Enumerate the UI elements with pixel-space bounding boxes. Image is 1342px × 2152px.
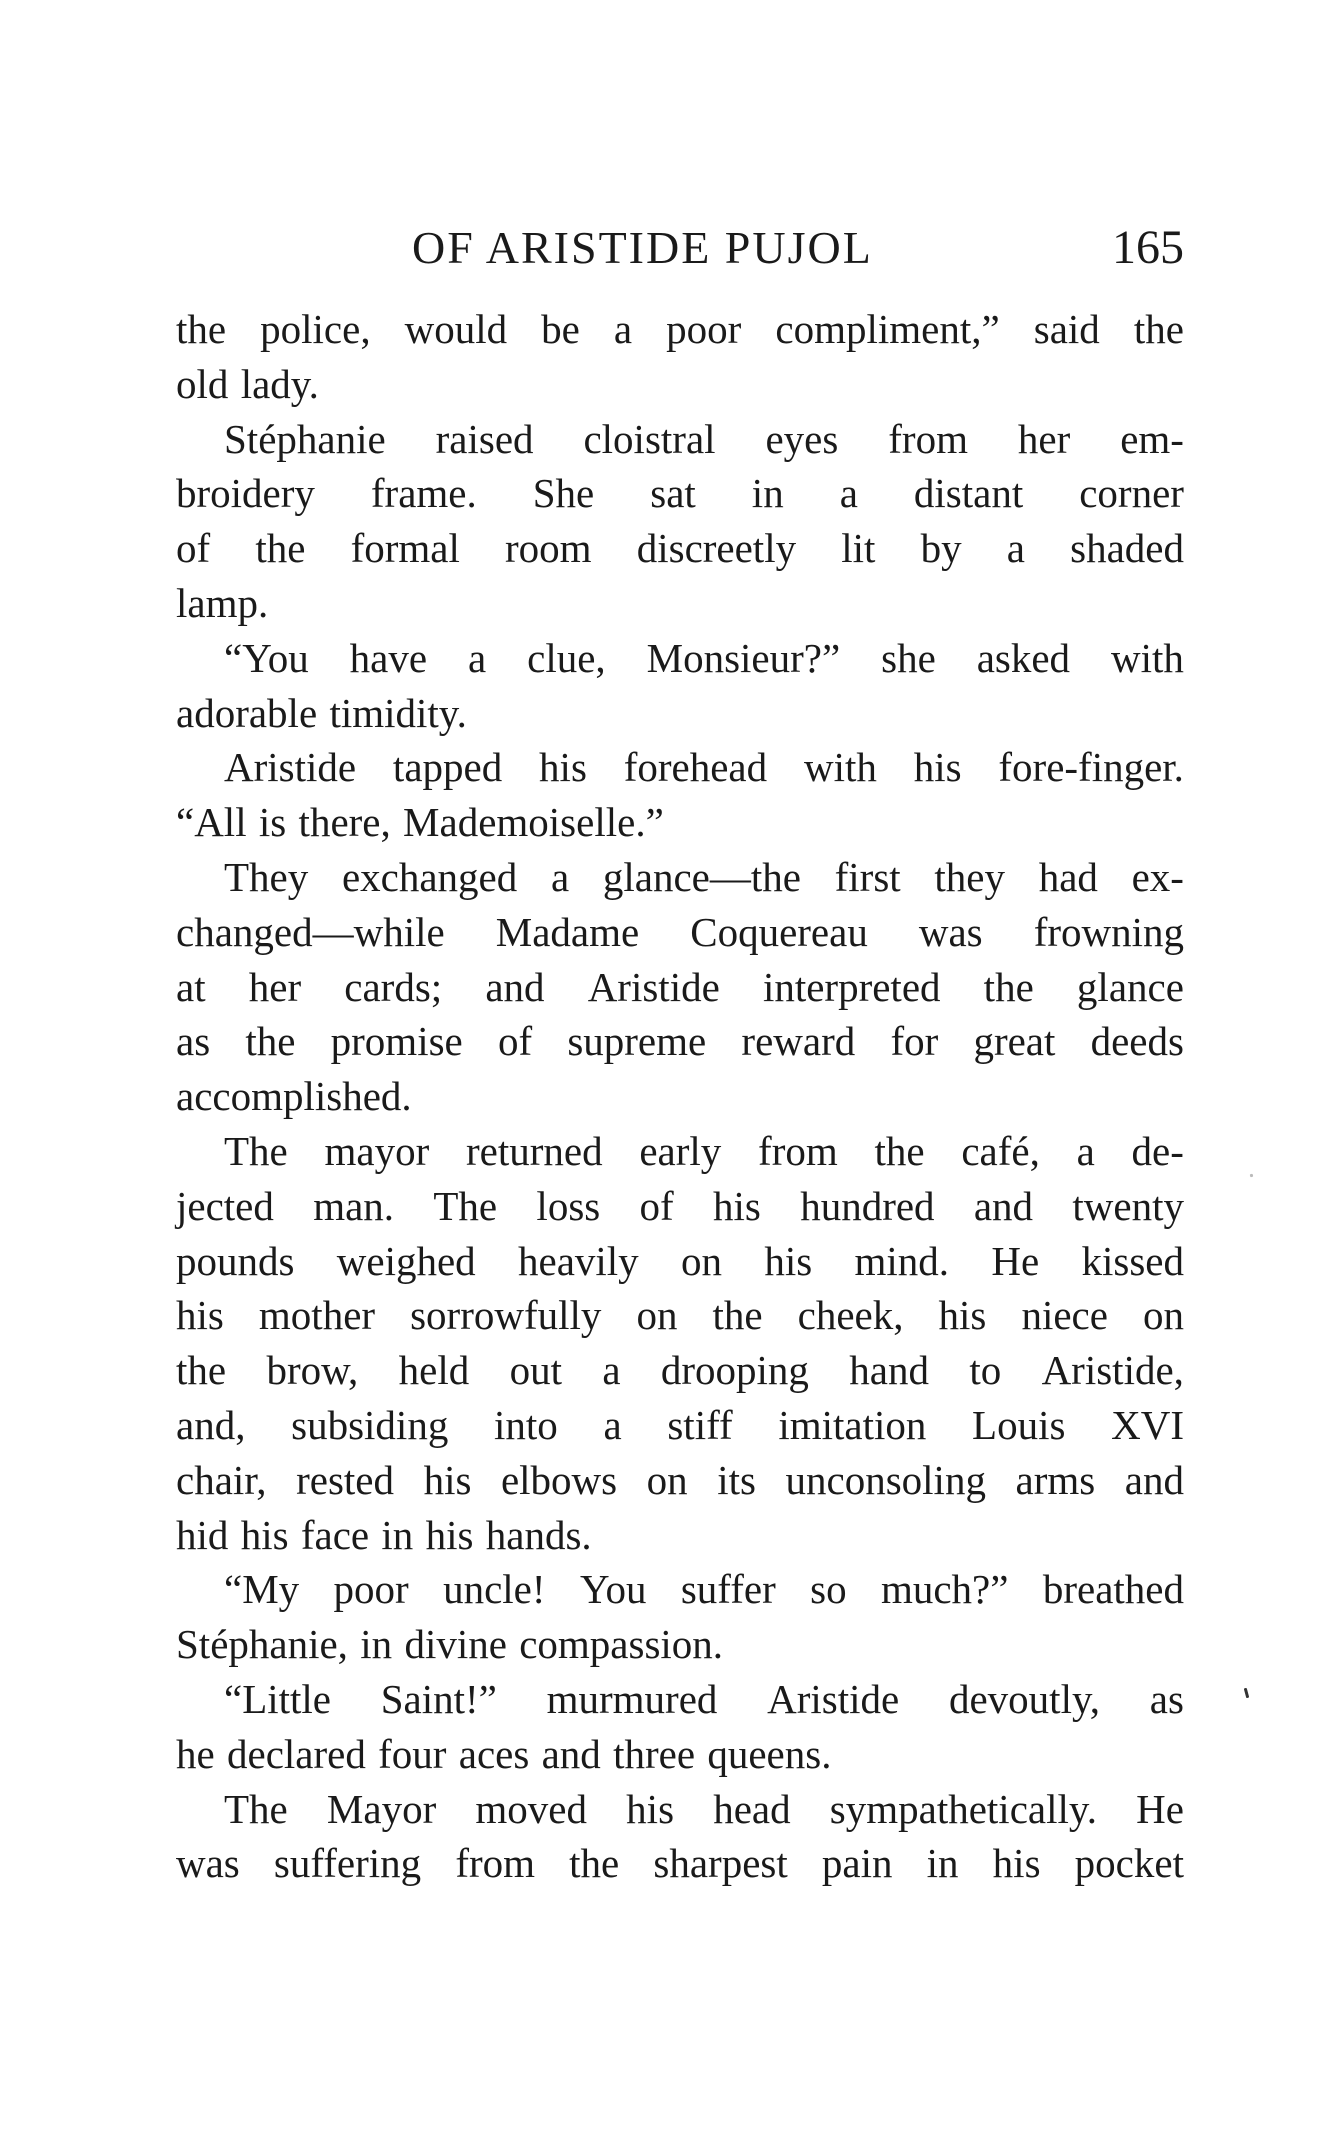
word: raised <box>435 415 534 462</box>
word: Stéphanie <box>224 415 386 462</box>
word: the <box>245 1018 296 1065</box>
word: “You <box>224 634 309 681</box>
word: there, <box>298 799 391 846</box>
word: returned <box>466 1127 603 1174</box>
text-line <box>176 1234 1184 1289</box>
word: “My <box>224 1566 300 1613</box>
word: a <box>603 1401 622 1448</box>
word: a <box>839 470 858 517</box>
word: out <box>509 1347 562 1394</box>
word: unconsoling <box>785 1456 986 1503</box>
text-line <box>176 412 1184 467</box>
word: is <box>258 799 287 846</box>
word: said <box>1033 306 1100 352</box>
word: would <box>404 306 508 352</box>
word: Mayor <box>326 1785 437 1832</box>
word: the <box>255 525 306 572</box>
word: arms <box>1015 1456 1096 1503</box>
text-line <box>176 740 1184 795</box>
word: frame. <box>370 470 477 517</box>
word: kissed <box>1081 1237 1184 1284</box>
word: jected <box>176 1182 274 1229</box>
word: drooping <box>660 1347 809 1394</box>
word: pocket <box>1074 1840 1184 1887</box>
word: compliment,” <box>775 306 1000 352</box>
body-text <box>176 302 1184 1891</box>
word: cards; <box>344 963 443 1010</box>
word: and <box>1124 1456 1184 1503</box>
word: broidery <box>176 470 315 517</box>
word: niece <box>1021 1292 1108 1339</box>
word: fore-finger. <box>998 744 1184 791</box>
word: Coquereau <box>690 908 868 955</box>
text-line <box>176 466 1184 521</box>
word: Aristide <box>587 963 720 1010</box>
word: of <box>176 525 211 572</box>
page-number: 165 <box>1112 221 1184 274</box>
word: subsiding <box>291 1401 449 1448</box>
word: in <box>381 1511 414 1558</box>
word: the <box>712 1292 763 1339</box>
word: shaded <box>1070 525 1184 572</box>
word: and <box>973 1182 1034 1229</box>
word: his <box>713 1182 761 1229</box>
word: face <box>300 1511 370 1558</box>
word: his <box>626 1785 675 1832</box>
word: imitation <box>778 1401 927 1448</box>
word: XVI <box>1111 1401 1184 1448</box>
word: mayor <box>324 1127 430 1174</box>
word: was <box>918 908 983 955</box>
word: interpreted <box>762 963 941 1010</box>
word: his <box>539 744 587 791</box>
word: a <box>550 853 570 900</box>
word: clue, <box>527 634 606 681</box>
word: Stéphanie, <box>176 1621 348 1668</box>
running-title: OF ARISTIDE PUJOL <box>412 222 873 273</box>
text-line <box>176 1069 1184 1124</box>
word: exchanged <box>341 853 518 900</box>
word: She <box>532 470 595 517</box>
word: divine <box>404 1621 507 1668</box>
text-line <box>176 631 1184 686</box>
word: sharpest <box>653 1840 788 1887</box>
word: formal <box>350 525 460 572</box>
word: and <box>485 963 545 1010</box>
word: corner <box>1079 470 1184 517</box>
word: first <box>834 853 901 900</box>
word: chair, <box>176 1456 267 1503</box>
word: the <box>569 1840 620 1887</box>
word: her <box>248 963 302 1010</box>
word: for <box>890 1018 939 1065</box>
word: reward <box>741 1018 856 1065</box>
text-line <box>176 1398 1184 1453</box>
word: much?” <box>880 1566 1009 1613</box>
word: hand <box>849 1347 929 1394</box>
word: room <box>505 525 592 572</box>
word: cheek, <box>797 1292 904 1339</box>
word: in <box>751 470 784 517</box>
word: distant <box>913 470 1024 517</box>
word: his <box>176 1292 224 1339</box>
running-head <box>176 218 1184 278</box>
word: and <box>541 1730 601 1777</box>
word: and, <box>176 1401 246 1448</box>
word: Aristide <box>224 744 357 791</box>
word: deeds <box>1090 1018 1184 1065</box>
word: moved <box>475 1785 587 1832</box>
word: a <box>1076 1127 1095 1174</box>
word: his <box>913 744 962 791</box>
word: murmured <box>546 1675 718 1722</box>
word: so <box>810 1566 847 1613</box>
word: pain <box>821 1840 893 1887</box>
text-line <box>176 1453 1184 1508</box>
word: four <box>378 1730 447 1777</box>
word: aces <box>458 1730 530 1777</box>
word: his <box>240 1511 289 1558</box>
word: café, <box>961 1127 1040 1174</box>
word: his <box>423 1456 472 1503</box>
word: the <box>983 963 1034 1010</box>
word: her <box>1017 415 1071 462</box>
word: on <box>636 1292 678 1339</box>
text-line <box>176 576 1184 631</box>
word: hundred <box>800 1182 935 1229</box>
word: the <box>1133 306 1184 352</box>
text-line <box>176 1562 1184 1617</box>
word: They <box>224 853 309 900</box>
word: on <box>646 1456 688 1503</box>
word: Aristide <box>767 1675 900 1722</box>
word: she <box>881 634 936 681</box>
word: declared <box>227 1730 366 1777</box>
word: sorrowfully <box>410 1292 602 1339</box>
word: hid <box>176 1511 229 1558</box>
word: have <box>349 634 428 681</box>
word: He <box>991 1237 1040 1284</box>
word: great <box>973 1018 1056 1065</box>
word: em- <box>1120 415 1184 462</box>
word: forehead <box>623 744 768 791</box>
word: heavily <box>518 1237 639 1284</box>
word: of <box>639 1182 674 1229</box>
word: sat <box>650 470 696 517</box>
word: The <box>433 1182 498 1229</box>
word: the <box>874 1127 925 1174</box>
word: a <box>1006 525 1025 572</box>
word: on <box>681 1237 722 1284</box>
text-line <box>176 1179 1184 1234</box>
word: Monsieur?” <box>646 634 841 681</box>
word: supreme <box>567 1018 707 1065</box>
word: queens. <box>707 1730 832 1777</box>
text-line <box>176 357 1184 412</box>
text-line <box>176 1124 1184 1179</box>
text-line <box>176 521 1184 576</box>
word: poor <box>666 306 742 352</box>
text-line <box>176 850 1184 905</box>
word: man. <box>313 1182 395 1229</box>
word: timidity. <box>329 689 467 736</box>
word: rested <box>296 1456 395 1503</box>
word: was <box>176 1840 240 1887</box>
word: accomplished. <box>176 1073 412 1120</box>
word: pounds <box>176 1237 295 1284</box>
text-line <box>176 1782 1184 1837</box>
word: asked <box>976 634 1071 681</box>
word: into <box>494 1401 558 1448</box>
text-line <box>176 1836 1184 1891</box>
word: tapped <box>392 744 503 791</box>
word: frowning <box>1033 908 1184 955</box>
word: glance—the <box>602 853 801 900</box>
word: uncle! <box>443 1566 546 1613</box>
word: from <box>888 415 968 462</box>
word: de- <box>1131 1127 1184 1174</box>
text-line <box>176 960 1184 1015</box>
word: He <box>1136 1785 1184 1832</box>
text-line <box>176 1343 1184 1398</box>
text-line <box>176 1508 1184 1563</box>
word: lady. <box>240 360 319 407</box>
word: from <box>455 1840 536 1887</box>
word: he <box>176 1730 215 1777</box>
word: mind. <box>854 1237 950 1284</box>
word: Aristide, <box>1041 1347 1184 1394</box>
word: lit <box>841 525 876 572</box>
word: his <box>764 1237 813 1284</box>
text-line <box>176 302 1184 357</box>
word: had <box>1038 853 1098 900</box>
word: held <box>398 1347 470 1394</box>
word: a <box>613 306 633 352</box>
word: Saint!” <box>380 1675 497 1722</box>
word: poor <box>333 1566 409 1613</box>
text-line <box>176 795 1184 850</box>
word: “Little <box>224 1675 332 1722</box>
word: adorable <box>176 689 318 736</box>
text-line <box>176 1288 1184 1343</box>
word: head <box>713 1785 791 1832</box>
word: Madame <box>495 908 640 955</box>
ink-speck <box>1244 1688 1249 1698</box>
word: as <box>1149 1675 1184 1722</box>
word: stiff <box>667 1401 733 1448</box>
word: with <box>803 744 877 791</box>
word: in <box>926 1840 959 1887</box>
word: twenty <box>1072 1182 1184 1229</box>
word: changed—while <box>176 908 445 955</box>
word: suffering <box>273 1840 422 1887</box>
text-line <box>176 1014 1184 1069</box>
text-line <box>176 1672 1184 1727</box>
word: be <box>541 306 580 352</box>
text-line <box>176 905 1184 960</box>
word: as <box>176 1018 211 1065</box>
word: in <box>360 1621 393 1668</box>
text-line <box>176 686 1184 741</box>
word: “All <box>176 799 247 846</box>
word: at <box>176 963 206 1010</box>
text-line <box>176 1617 1184 1672</box>
word: You <box>579 1566 647 1613</box>
word: the <box>176 1347 227 1394</box>
word: police, <box>260 306 371 352</box>
word: The <box>224 1127 288 1174</box>
word: devoutly, <box>948 1675 1101 1722</box>
text-line <box>176 1727 1184 1782</box>
word: promise <box>330 1018 463 1065</box>
word: his <box>992 1840 1041 1887</box>
word: sympathetically. <box>829 1785 1097 1832</box>
word: cloistral <box>583 415 716 462</box>
word: ex- <box>1131 853 1184 900</box>
word: by <box>920 525 962 572</box>
word: the <box>176 306 227 352</box>
word: elbows <box>500 1456 618 1503</box>
word: glance <box>1076 963 1184 1010</box>
word: weighed <box>336 1237 476 1284</box>
word: his <box>425 1511 474 1558</box>
word: lamp. <box>176 579 269 626</box>
word: suffer <box>680 1566 776 1613</box>
word: breathed <box>1042 1566 1184 1613</box>
word: his <box>938 1292 987 1339</box>
word: a <box>467 634 487 681</box>
word: mother <box>258 1292 376 1339</box>
ink-speck <box>1250 1174 1254 1178</box>
word: discreetly <box>636 525 797 572</box>
word: eyes <box>765 415 839 462</box>
word: compassion. <box>519 1621 724 1668</box>
word: old <box>176 360 229 407</box>
word: on <box>1142 1292 1184 1339</box>
word: Mademoiselle.” <box>403 799 664 846</box>
word: its <box>717 1456 756 1503</box>
word: of <box>497 1018 533 1065</box>
word: with <box>1111 634 1184 681</box>
word: The <box>224 1785 288 1832</box>
word: Louis <box>972 1401 1066 1448</box>
word: early <box>639 1127 722 1174</box>
word: from <box>758 1127 838 1174</box>
word: three <box>613 1730 696 1777</box>
word: hands. <box>485 1511 592 1558</box>
word: to <box>969 1347 1002 1394</box>
word: a <box>602 1347 621 1394</box>
word: brow, <box>266 1347 359 1394</box>
word: they <box>934 853 1005 900</box>
word: loss <box>536 1182 601 1229</box>
